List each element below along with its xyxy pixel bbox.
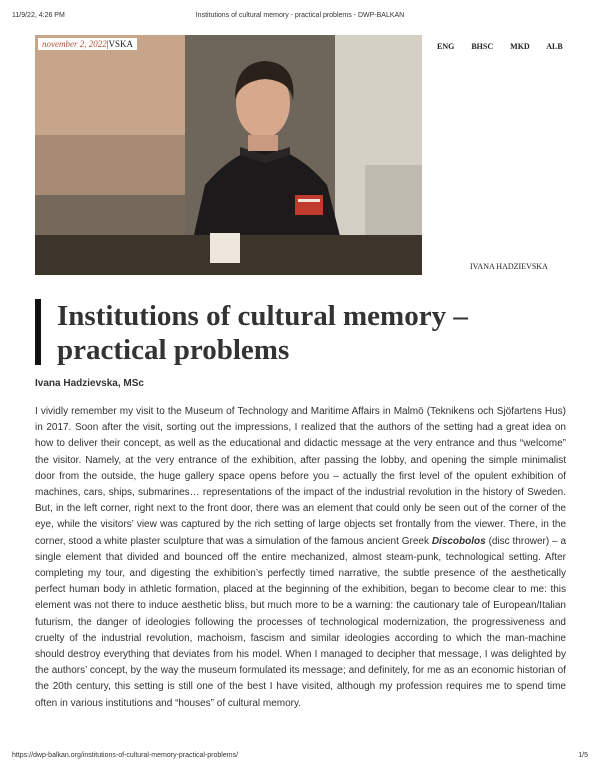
print-url: https://dwp-balkan.org/institutions-of-cultural-memory-practical-problems/ [12, 752, 239, 759]
article-title: Institutions of cultural memory – practical problems [57, 300, 468, 366]
body-emphasis: Discobolos [431, 535, 486, 547]
print-header [0, 0, 600, 24]
article-body [35, 404, 566, 712]
author-tag[interactable]: IVANA HADZIEVSKA [470, 262, 548, 271]
article-byline: Ivana Hadzievska, MSc [35, 378, 144, 389]
print-datetime: 11/9/22, 4:26 PM [12, 12, 65, 19]
body-text-part-2: (disc thrower) – a single element that divided and bounced off the entire mechanized, almost steam-punk, technological setting. After completing my tour, and digesting the exhibition’s perfectly timed narrative, the subtle presence of the aesthetically perfect human body in athletic formation, placed at the beginning of the exhibition, began to become clear to me: this element was not there to induce aesthetic bliss, but much more to be a warning: the cautionary tale of European/Italian futurism, the danger of ideologies following the processes of technological modernization, the progressiveness and cruelty of the industrial revolution, machoism, fascism and similar ideologies according to which the man-machine should destroy everything that deviates from his model. When I managed to decipher that message, I was delighted by the authors’ concept, by the way the museum formulated its message; and definitely, for me as an economic historian of the 20th century, this setting is still one of the best I have visited, although my profession requires me to spend time often in various institutions and “houses” of cultural memory. [35, 535, 567, 709]
hero-image [35, 35, 422, 275]
post-date: november 2, 2022 [42, 39, 107, 49]
print-doc-title: Institutions of cultural memory - practical problems - DWP-BALKAN [195, 12, 405, 19]
page-number: 1/5 [578, 752, 588, 759]
lang-alb-link[interactable]: ALB [546, 42, 563, 51]
presenter-photo [35, 35, 422, 275]
language-nav [437, 42, 578, 51]
post-date-tail: |VSKA [106, 39, 134, 49]
body-text-part-1: I vividly remember my visit to the Museum of Technology and Maritime Affairs in Malmö (Teknikens och Sjöfartens Hus) in 2017. Soon after the visit, sorting out the impressions, I realized that the authors of the setting had a great idea on how to deliver their concept, as well as the educational and didactic message at the very entrance and thus “welcome” the visitor. Namely, at the very entrance of the exhibition, after passing the lobby, and opening the simple minimalist door from the outside, the huge gallery space opens before you – actually the first level of the opulent exhibition of machines, cars, ships, submarines… representations of the impact of the industrial revolution in the history of Sweden. But, in the left corner, right next to the front door, there was an element that could only be seen out of the corner of the eye, while the visitors’ view was captured by the rich setting of large objects set frontally from the viewer. There, in the corner, stood a white plaster sculpture that was a simulation of the famous ancient Greek [35, 406, 566, 547]
lang-mkd-link[interactable]: MKD [510, 42, 530, 51]
lang-bhsc-link[interactable]: BHSC [471, 42, 494, 51]
title-accent-bar [35, 299, 41, 365]
post-date-badge [38, 38, 137, 50]
lang-eng-link[interactable]: ENG [437, 42, 455, 51]
